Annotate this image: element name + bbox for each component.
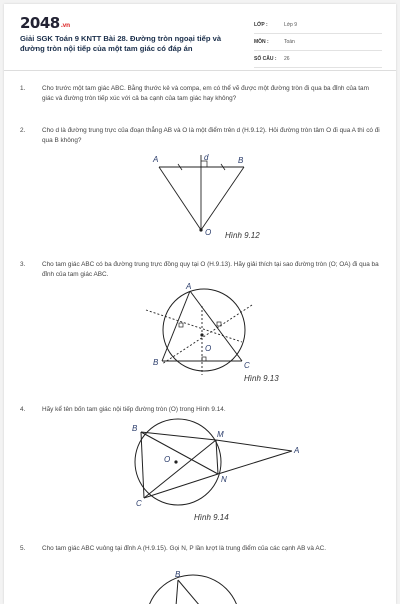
question-number: 1. [20, 85, 26, 92]
point-o [174, 460, 177, 463]
segment-na [218, 451, 292, 474]
question-number: 3. [20, 261, 26, 268]
bisector-ab [146, 310, 242, 342]
meta-value: 26 [284, 56, 290, 62]
label-a: A [186, 282, 192, 291]
side-ab [162, 291, 190, 361]
figure-9-15-drawing [138, 566, 248, 604]
label-a: A [153, 155, 159, 164]
page-header [4, 4, 396, 71]
meta-key: SỐ CÂU : [254, 56, 277, 62]
figure-9-15 [138, 566, 248, 604]
segment-bm [141, 432, 216, 440]
meta-key: MÔN : [254, 39, 269, 45]
label-b: B [175, 570, 181, 579]
segment-bc [141, 432, 144, 498]
label-o: O [205, 344, 212, 353]
segment-oa [159, 167, 201, 230]
segment [178, 580, 200, 604]
meta-row-class [254, 17, 382, 34]
figure-caption: Hình 9.14 [194, 513, 229, 522]
question-text: Cho d là đường trung trực của đoạn thẳng AB và O là một điểm trên d (H.9.12). Hỏi đường tròn tâm O đi qua A thì có đi qua B không? [42, 127, 380, 144]
figure-caption: Hình 9.13 [244, 374, 279, 383]
label-o: O [205, 228, 212, 237]
figure-9-12-drawing [149, 150, 279, 246]
segment [176, 580, 178, 604]
meta-value: Lớp 9 [284, 22, 298, 28]
label-d: d [204, 153, 209, 162]
figure-9-13 [142, 280, 279, 390]
question-text: Hãy kể tên bốn tam giác nội tiếp đường tròn (O) trong Hình 9.14. [42, 406, 226, 413]
question-text: Cho tam giác ABC vuông tại đỉnh A (H.9.15). Gọi N, P lần lượt là trung điểm của các cạnh AB và AC. [42, 545, 327, 552]
label-o: O [164, 455, 171, 464]
meta-key: LỚP : [254, 22, 268, 28]
document-page [4, 4, 396, 604]
segment-cm [144, 440, 216, 498]
meta-table [254, 17, 382, 68]
figure-9-13-drawing [142, 280, 279, 390]
question-number: 5. [20, 545, 26, 552]
right-angle-mark [202, 357, 206, 361]
meta-value: Toán [284, 39, 295, 45]
segment-bn [141, 432, 218, 474]
label-m: M [217, 430, 224, 439]
label-b: B [238, 156, 244, 165]
brand-logo[interactable] [20, 14, 70, 32]
circle-o [135, 419, 221, 505]
side-ac [190, 291, 242, 361]
figure-caption: Hình 9.12 [225, 231, 260, 240]
question-text: Cho trước một tam giác ABC. Bằng thước kẻ và compa, em có thể vẽ được một đường tròn đi qua ba đỉnh của tam giác và đường tròn tiếp xúc với cả ba cạnh của tam giác hay không? [42, 85, 369, 102]
label-c: C [136, 499, 142, 508]
label-b: B [153, 358, 159, 367]
figure-9-12 [149, 150, 279, 246]
brand-name: 2048 [20, 14, 60, 32]
label-b: B [132, 424, 138, 433]
figure-9-14-drawing [124, 418, 304, 526]
brand-suffix: .vn [60, 22, 70, 29]
question-number: 2. [20, 127, 26, 134]
question-text: Cho tam giác ABC có ba đường trung trực đồng quy tại O (H.9.13). Hãy giải thích tại sao đường tròn (O; OA) đi qua ba đỉnh của tam giác ABC. [42, 261, 379, 278]
segment-ma [216, 440, 292, 451]
point-o [200, 333, 203, 336]
circumcircle [163, 289, 245, 371]
segment-ob [201, 167, 244, 230]
page-title: Giải SGK Toán 9 KNTT Bài 28. Đường tròn ngoại tiếp và đường tròn nội tiếp của một tam giác có đáp án [20, 34, 222, 53]
label-n: N [221, 475, 227, 484]
figure-9-14 [124, 418, 304, 526]
point-o [199, 228, 202, 231]
meta-row-count [254, 51, 382, 68]
question-number: 4. [20, 406, 26, 413]
meta-row-subject [254, 34, 382, 51]
label-a: A [294, 446, 300, 455]
label-c: C [244, 361, 250, 370]
right-angle-mark [179, 323, 183, 327]
